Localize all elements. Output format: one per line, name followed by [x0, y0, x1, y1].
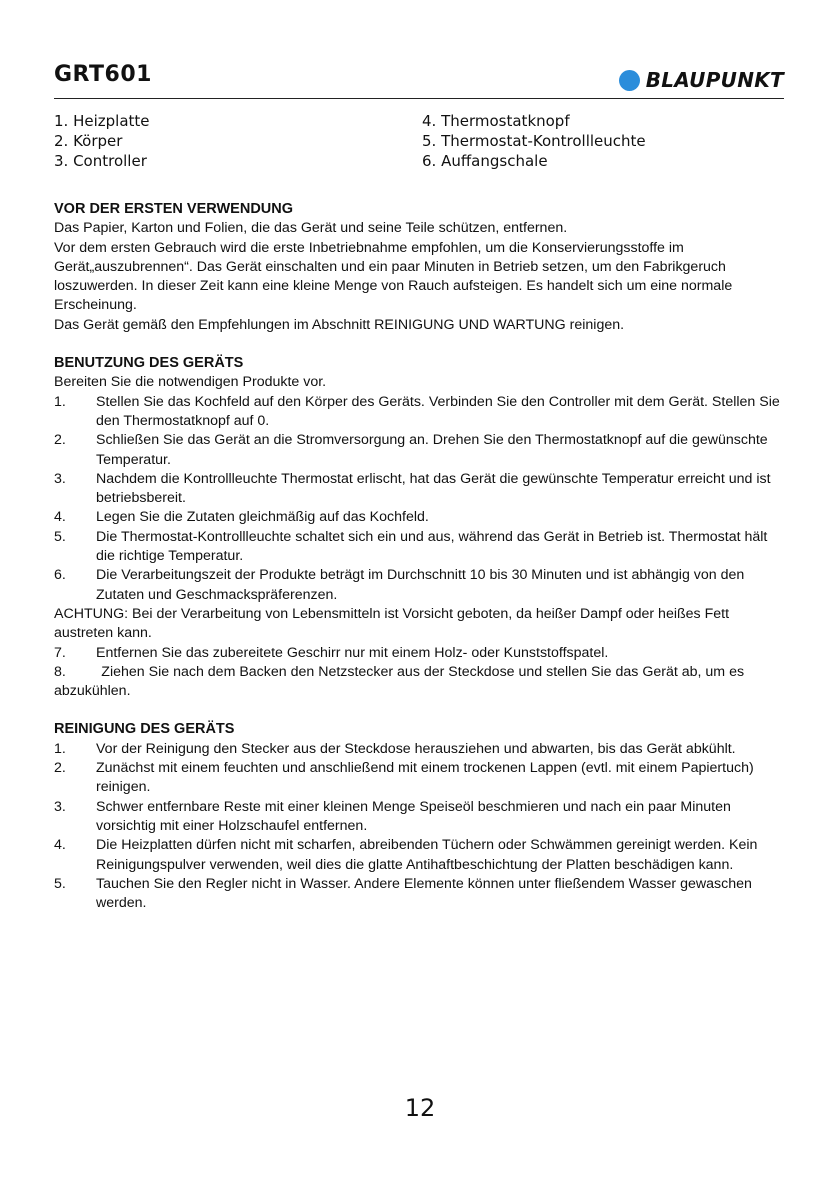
- section-title: VOR DER ERSTEN VERWENDUNG: [54, 201, 294, 217]
- page-header: [54, 62, 784, 98]
- manual-content: [54, 200, 784, 913]
- item-number: 2.: [54, 760, 66, 777]
- section-title: BENUTZUNG DES GERÄTS: [54, 355, 244, 372]
- paragraph: Das Papier, Karton und Folien, die das Gerät und seine Teile schützen, entfernen.: [54, 220, 568, 237]
- paragraph: Vor dem ersten Gebrauch wird die erste Inbetriebnahme empfohlen, um die Konservierungsstoffe im Gerät„auszubrennen“. Das Gerät einschalten und ein paar Minuten in Betrieb setzen, um den Fabrikgeruch loszuwerden. In dieser Zeit kann eine kleine Menge von Rauch aufsteigen. Es handelt sich um eine normale Erscheinung.: [54, 239, 733, 314]
- warning-note: ACHTUNG: Bei der Verarbeitung von Lebensmitteln ist Vorsicht geboten, da heißer Dampf oder heißes Fett austreten kann.: [54, 605, 730, 642]
- brand-dot-icon: [619, 70, 640, 91]
- part-item: 2. Körper: [54, 132, 123, 150]
- page-number: 12: [404, 1094, 436, 1122]
- part-item: 6. Auffangschale: [422, 152, 548, 170]
- part-item: 1. Heizplatte: [54, 112, 150, 130]
- item-text: Die Heizplatten dürfen nicht mit scharfen, abreibenden Tüchern oder Schwämmen gereinigt werden. Kein Reinigungspulver verwenden, weil dies die glatte Antihaftbeschichtung der Platten beschädigen kann.: [96, 837, 758, 873]
- item-number: 3.: [54, 798, 66, 815]
- item-number: 3.: [54, 470, 66, 487]
- paragraph: Das Gerät gemäß den Empfehlungen im Abschnitt REINIGUNG UND WARTUNG reinigen.: [54, 316, 625, 333]
- list-item: [54, 431, 784, 470]
- item-text: Tauchen Sie den Regler nicht in Wasser. Andere Elemente können unter fließendem Wasser gewaschen werden.: [96, 875, 752, 912]
- item-text: Die Thermostat-Kontrollleuchte schaltet sich ein und aus, während das Gerät in Betrieb ist. Thermostat hält die richtige Temperatur.: [96, 528, 768, 565]
- list-item: [54, 393, 784, 432]
- section-first-use: [54, 200, 784, 335]
- item-number: 5.: [54, 875, 66, 892]
- item-text: Die Verarbeitungszeit der Produkte beträgt im Durchschnitt 10 bis 30 Minuten und ist abhängig von den Zutaten und Geschmackspräferenzen.: [96, 567, 745, 603]
- list-item: [54, 836, 784, 875]
- brand-name: BLAUPUNKT: [645, 68, 784, 92]
- parts-column-left: [54, 111, 150, 171]
- header-divider: [54, 98, 784, 99]
- list-item: [54, 798, 784, 837]
- item-text: Legen Sie die Zutaten gleichmäßig auf das Kochfeld.: [96, 509, 429, 526]
- item-number: 4.: [54, 837, 66, 854]
- item-text: Nachdem die Kontrollleuchte Thermostat erlischt, hat das Gerät die gewünschte Temperatur erreicht und ist betriebsbereit.: [96, 470, 771, 507]
- spacer: [54, 335, 784, 354]
- item-number: 4.: [54, 509, 66, 526]
- paragraph: Bereiten Sie die notwendigen Produkte vor.: [54, 374, 327, 391]
- brand-logo: [619, 68, 784, 92]
- item-text: Zunächst mit einem feuchten und anschließend mit einem trockenen Lappen (evtl. mit einem Papiertuch) reinigen.: [96, 760, 754, 796]
- item-number: 5.: [54, 528, 66, 545]
- item-text: Vor der Reinigung den Stecker aus der Steckdose herausziehen und abwarten, bis das Gerät abkühlt.: [96, 740, 736, 757]
- part-item: 5. Thermostat-Kontrollleuchte: [422, 132, 646, 150]
- item-number: 1.: [54, 393, 66, 410]
- item-text: Schließen Sie das Gerät an die Stromversorgung an. Drehen Sie den Thermostatknopf auf die gewünschte Temperatur.: [96, 432, 768, 468]
- list-item: [54, 875, 784, 914]
- model-number: GRT601: [54, 62, 152, 87]
- list-item: [54, 508, 784, 527]
- list-item: [54, 470, 784, 509]
- list-item: [54, 644, 784, 663]
- item-text: Schwer entfernbare Reste mit einer kleinen Menge Speiseöl beschmieren und nach ein paar Minuten vorsichtig mit einer Holzschaufel entfernen.: [96, 798, 731, 834]
- list-item: [54, 566, 784, 605]
- item-number: 7.: [54, 644, 66, 661]
- item-text: Stellen Sie das Kochfeld auf den Körper des Geräts. Verbinden Sie den Controller mit dem Gerät. Stellen Sie den Thermostatknopf auf 0.: [96, 393, 780, 429]
- section-title: REINIGUNG DES GERÄTS: [54, 721, 235, 738]
- list-item: [54, 759, 784, 798]
- section-usage: [54, 354, 784, 701]
- section-cleaning: [54, 720, 784, 913]
- list-item-unindented: 8. Ziehen Sie nach dem Backen den Netzstecker aus der Steckdose und stellen Sie das Gerät ab, um es abzukühlen.: [54, 663, 745, 700]
- part-item: 3. Controller: [54, 152, 147, 170]
- item-text: Entfernen Sie das zubereitete Geschirr nur mit einem Holz- oder Kunststoffspatel.: [96, 644, 609, 661]
- item-number: 1.: [54, 740, 66, 757]
- list-item: [54, 528, 784, 567]
- spacer: [54, 701, 784, 720]
- item-number: 2.: [54, 432, 66, 449]
- parts-column-right: [422, 111, 646, 171]
- item-number: 6.: [54, 567, 66, 584]
- part-item: 4. Thermostatknopf: [422, 112, 570, 130]
- list-item: [54, 740, 784, 759]
